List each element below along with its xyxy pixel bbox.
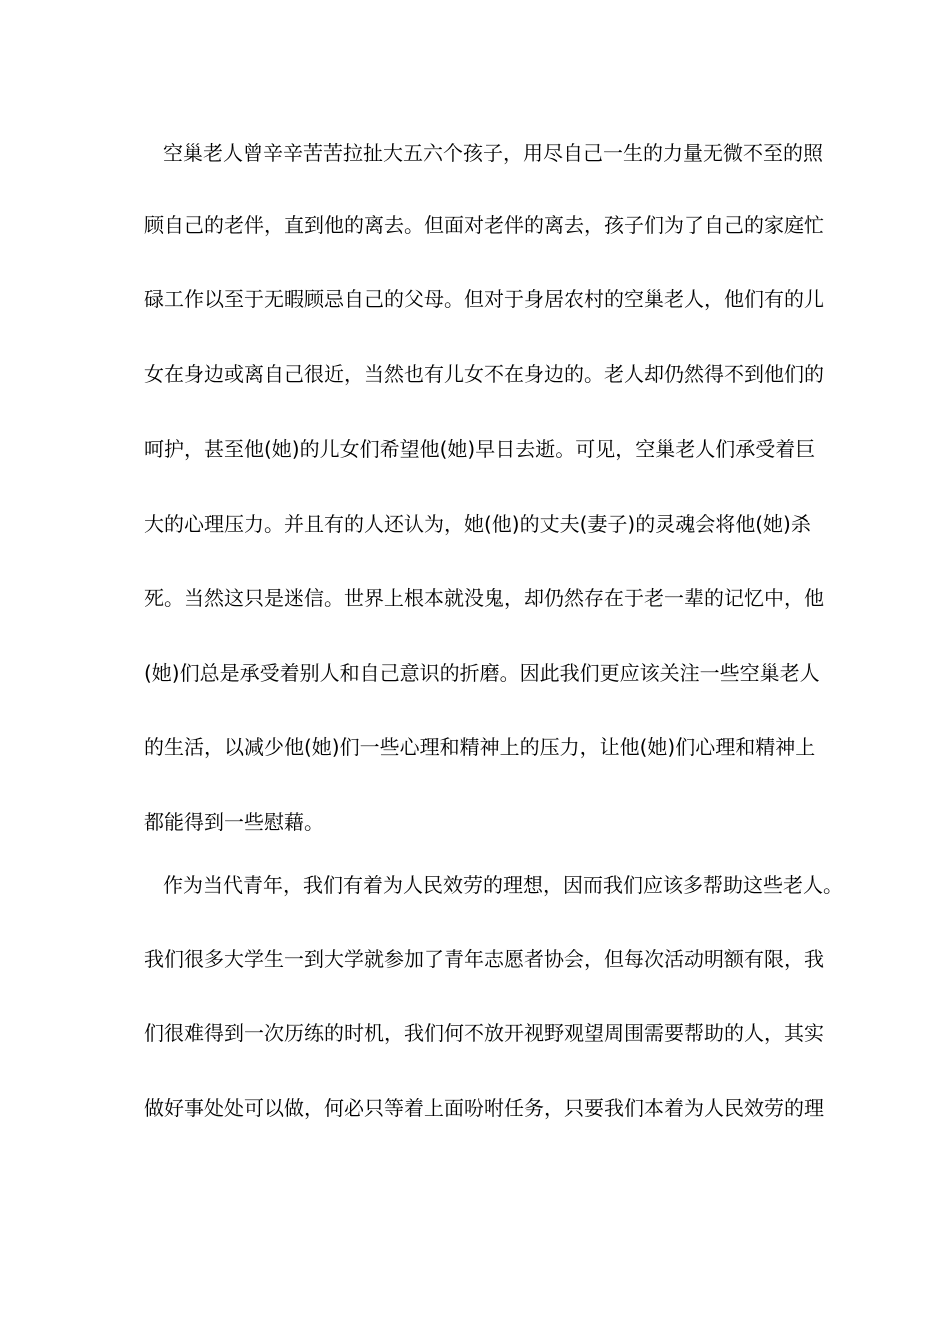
text-line: 碌工作以至于无暇顾忌自己的父母。但对于身居农村的空巢老人，他们有的儿 xyxy=(144,287,824,311)
text-line: 都能得到一些慰藉。 xyxy=(144,810,324,834)
text-line: (她)们总是承受着别人和自己意识的折磨。因此我们更应该关注一些空巢老人 xyxy=(144,661,820,685)
text-line: 我们很多大学生一到大学就参加了青年志愿者协会，但每次活动明额有限，我 xyxy=(144,947,824,971)
text-line: 的生活，以减少他(她)们一些心理和精神上的压力，让他(她)们心理和精神上 xyxy=(144,735,816,759)
text-line: 顾自己的老伴，直到他的离去。但面对老伴的离去，孩子们为了自己的家庭忙 xyxy=(144,213,824,237)
text-line: 做好事处处可以做，何必只等着上面吩咐任务，只要我们本着为人民效劳的理 xyxy=(144,1096,824,1120)
text-line: 们很难得到一次历练的时机，我们何不放开视野观望周围需要帮助的人，其实 xyxy=(144,1021,824,1045)
text-line: 作为当代青年，我们有着为人民效劳的理想，因而我们应该多帮助这些老人。 xyxy=(163,873,843,897)
text-line: 死。当然这只是迷信。世界上根本就没鬼，却仍然存在于老一辈的记忆中，他 xyxy=(144,586,824,610)
text-line: 空巢老人曾辛辛苦苦拉扯大五六个孩子，用尽自己一生的力量无微不至的照 xyxy=(163,141,823,165)
text-line: 呵护，甚至他(她)的儿女们希望他(她)早日去逝。可见，空巢老人们承受着巨 xyxy=(144,437,816,461)
text-line: 女在身边或离自己很近，当然也有儿女不在身边的。老人却仍然得不到他们的 xyxy=(144,362,824,386)
text-line: 大的心理压力。并且有的人还认为，她(他)的丈夫(妻子)的灵魂会将他(她)杀 xyxy=(144,512,811,536)
